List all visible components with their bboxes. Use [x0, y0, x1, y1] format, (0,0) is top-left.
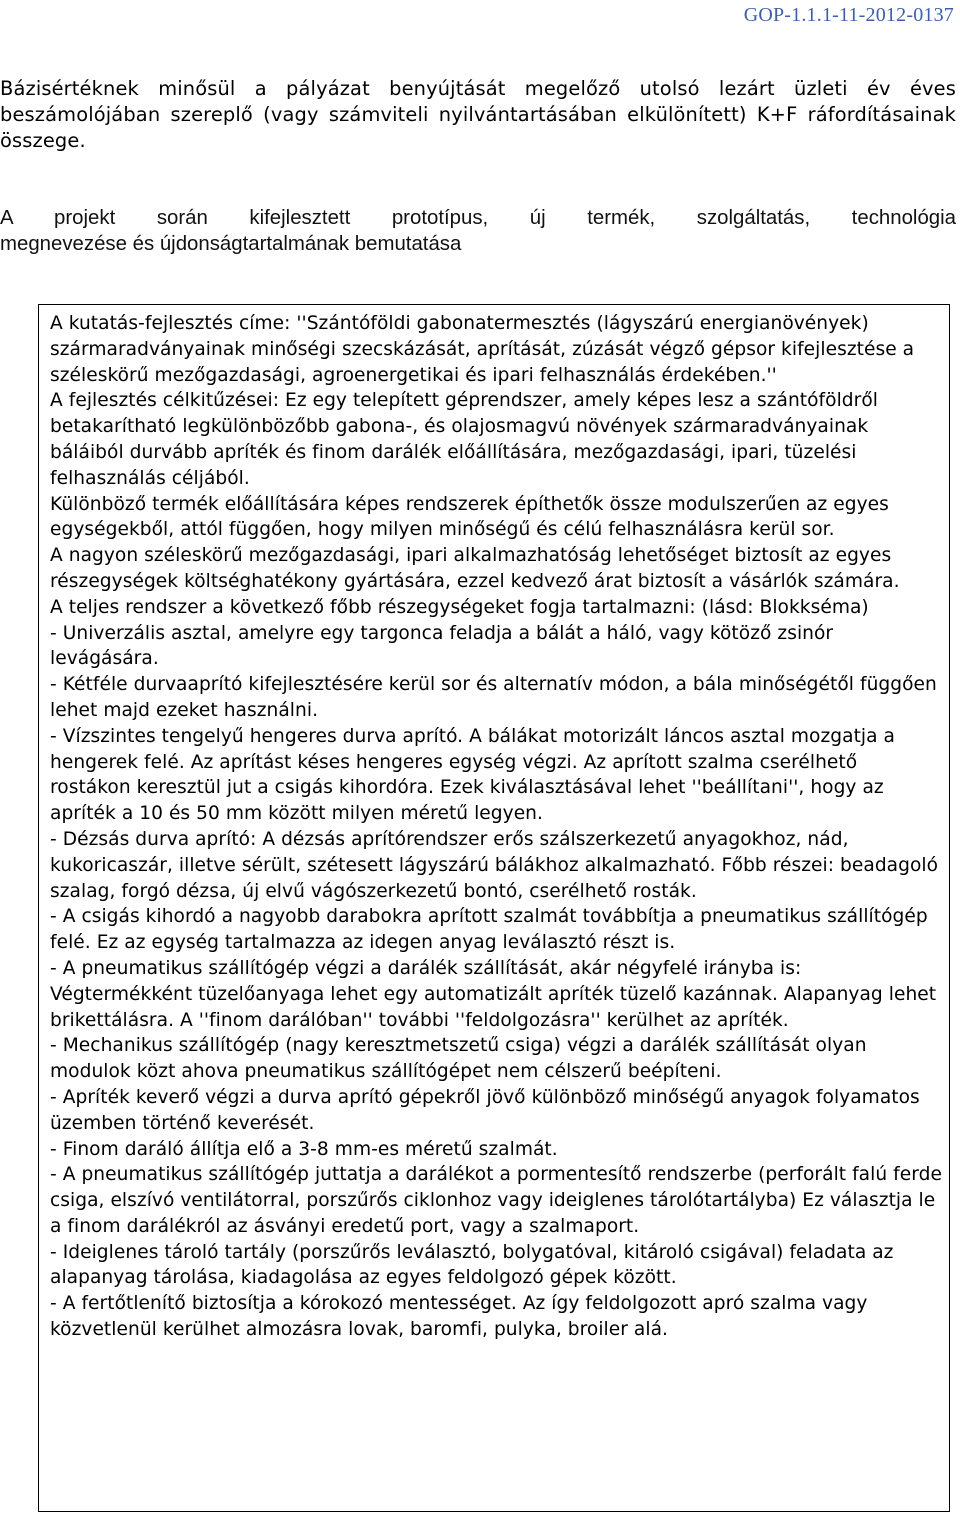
list-item-tub-grinder: - Dézsás durva aprító: A dézsás aprítórendszer erős szálszerkezetű anyagokhoz, nád, kukoricaszár, illetve sérült, szétesett lágyszárú bálákhoz alkalmazható. Főbb részei: beadagoló szalag, forgó dézsa, új elvű vágószerkezetű bontó, cserélhető rosták.: [50, 828, 939, 902]
document-reference-code: GOP-1.1.1-11-2012-0137: [743, 4, 954, 26]
project-description-box: [38, 304, 950, 1512]
list-item-mechanical-conveyor: - Mechanikus szállítógép (nagy keresztmetszetű csiga) végzi a darálék szállítását olyan modulok közt ahova pneumatikus szállítógépet nem célszerű beépíteni.: [50, 1035, 867, 1083]
list-item-screw-conveyor: - A csigás kihordó a nagyobb darabokra aprított szalmát továbbítja a pneumatikus szállítógép felé. Ez az egység tartalmazza az idegen anyag leválasztó részt is.: [50, 906, 928, 954]
baseline-definition-text: Bázisértéknek minősül a pályázat benyújtását megelőző utolsó lezárt üzleti év éves beszámolójában szereplő (vagy számviteli nyilvántartásában elkülönített) K+F ráfordításainak összege.: [0, 77, 956, 152]
list-item-universal-table: - Univerzális asztal, amelyre egy targonca feladja a bálát a háló, vagy kötöző zsinór levágására.: [50, 622, 834, 670]
section-title-line-2: megnevezése és újdonságtartalmának bemutatása: [0, 233, 462, 255]
list-item-fine-grinder: - Finom daráló állítja elő a 3-8 mm-es méretű szalmát.: [50, 1138, 558, 1160]
list-item-temporary-storage: - Ideiglenes tároló tartály (porszűrős leválasztó, bolygatóval, kitároló csigával) feladata az alapanyag tárolása, kiadagolása az egyes feldolgozó gépek között.: [50, 1241, 894, 1289]
list-item-horizontal-shredder: - Vízszintes tengelyű hengeres durva aprító. A bálákat motorizált láncos asztal mozgatja a hengerek felé. Az aprítást késes hengeres egység végzi. Az aprított szalma cserélhető rostákon keresztül jut a csigás kihordóra. Ezek kiválasztásával lehet ''beállítani'', hogy az apríték a 10 és 50 mm között milyen méretű legyen.: [50, 725, 895, 825]
list-item-chip-mixer: - Apríték keverő végzi a durva aprító gépekről jövő különböző minőségű anyagok folyamatos üzemben történő keverését.: [50, 1086, 920, 1134]
list-item-disinfector: - A fertőtlenítő biztosítja a kórokozó mentességet. Az így feldolgozott apró szalma vagy közvetlenül kerülhet almozásra lovak, baromfi, pulyka, broiler alá.: [50, 1293, 868, 1341]
applicability-paragraph: A nagyon széleskörű mezőgazdasági, ipari alkalmazhatóság lehetőséget biztosít az egyes részegységek költséghatékony gyártására, ezzel kedvező árat biztosít a vásárlók számára.: [50, 545, 900, 592]
list-item-coarse-shredders: - Kétféle durvaaprító kifejlesztésére kerül sor és alternatív módon, a bála minőségétől függően lehet majd ezeket használni.: [50, 674, 937, 721]
rd-title-paragraph: A kutatás-fejlesztés címe: ''Szántóföldi gabonatermesztés (lágyszárú energianövények) szármaradványainak minőségi szecskázását, aprítását, zúzását végző gépsor kifejlesztése a széleskörű mezőgazdasági, agroenergetikai és ipari felhasználás érdekében.'': [50, 313, 915, 386]
list-item-dust-removal: - A pneumatikus szállítógép juttatja a darálékot a pormentesítő rendszerbe (perforált falú ferde csiga, elszívó ventilátorral, porszűrős ciklonhoz vagy ideiglenes tárolótartályba) Ez választja le a finom darálékról az ásványi eredetű port, vagy a szalmaport.: [50, 1164, 942, 1237]
objectives-paragraph: A fejlesztés célkitűzései: Ez egy telepített géprendszer, amely képes lesz a szántóföldről betakarítható legkülönbözőbb gabona-, és olajosmagvú növények szármaradványainak báláiból durvább apríték és finom darálék előállítására, mezőgazdasági, ipari, tüzelési felhasználás céljából.: [50, 390, 878, 489]
section-title-line-1: A projekt során kifejlesztett prototípus, új termék, szolgáltatás, technológia: [0, 207, 956, 229]
components-intro-paragraph: A teljes rendszer a következő főbb részegységeket fogja tartalmazni: (lásd: Blokkséma): [50, 596, 869, 618]
section-title: [0, 205, 956, 257]
list-item-pneumatic-conveyor: - A pneumatikus szállítógép végzi a darálék szállítását, akár négyfelé irányba is: Végtermékként tüzelőanyaga lehet egy automatizált apríték tüzelő kazánnak. Alapanyag lehet brikettálásra. A ''finom darálóban'' további ''feldolgozásra'' kerülhet az apríték.: [50, 957, 937, 1031]
modular-systems-paragraph: Különböző termék előállítására képes rendszerek építhetők össze modulszerűen az egyes egységekből, attól függően, hogy milyen minőségű és célú felhasználásra kerül sor.: [50, 493, 889, 541]
